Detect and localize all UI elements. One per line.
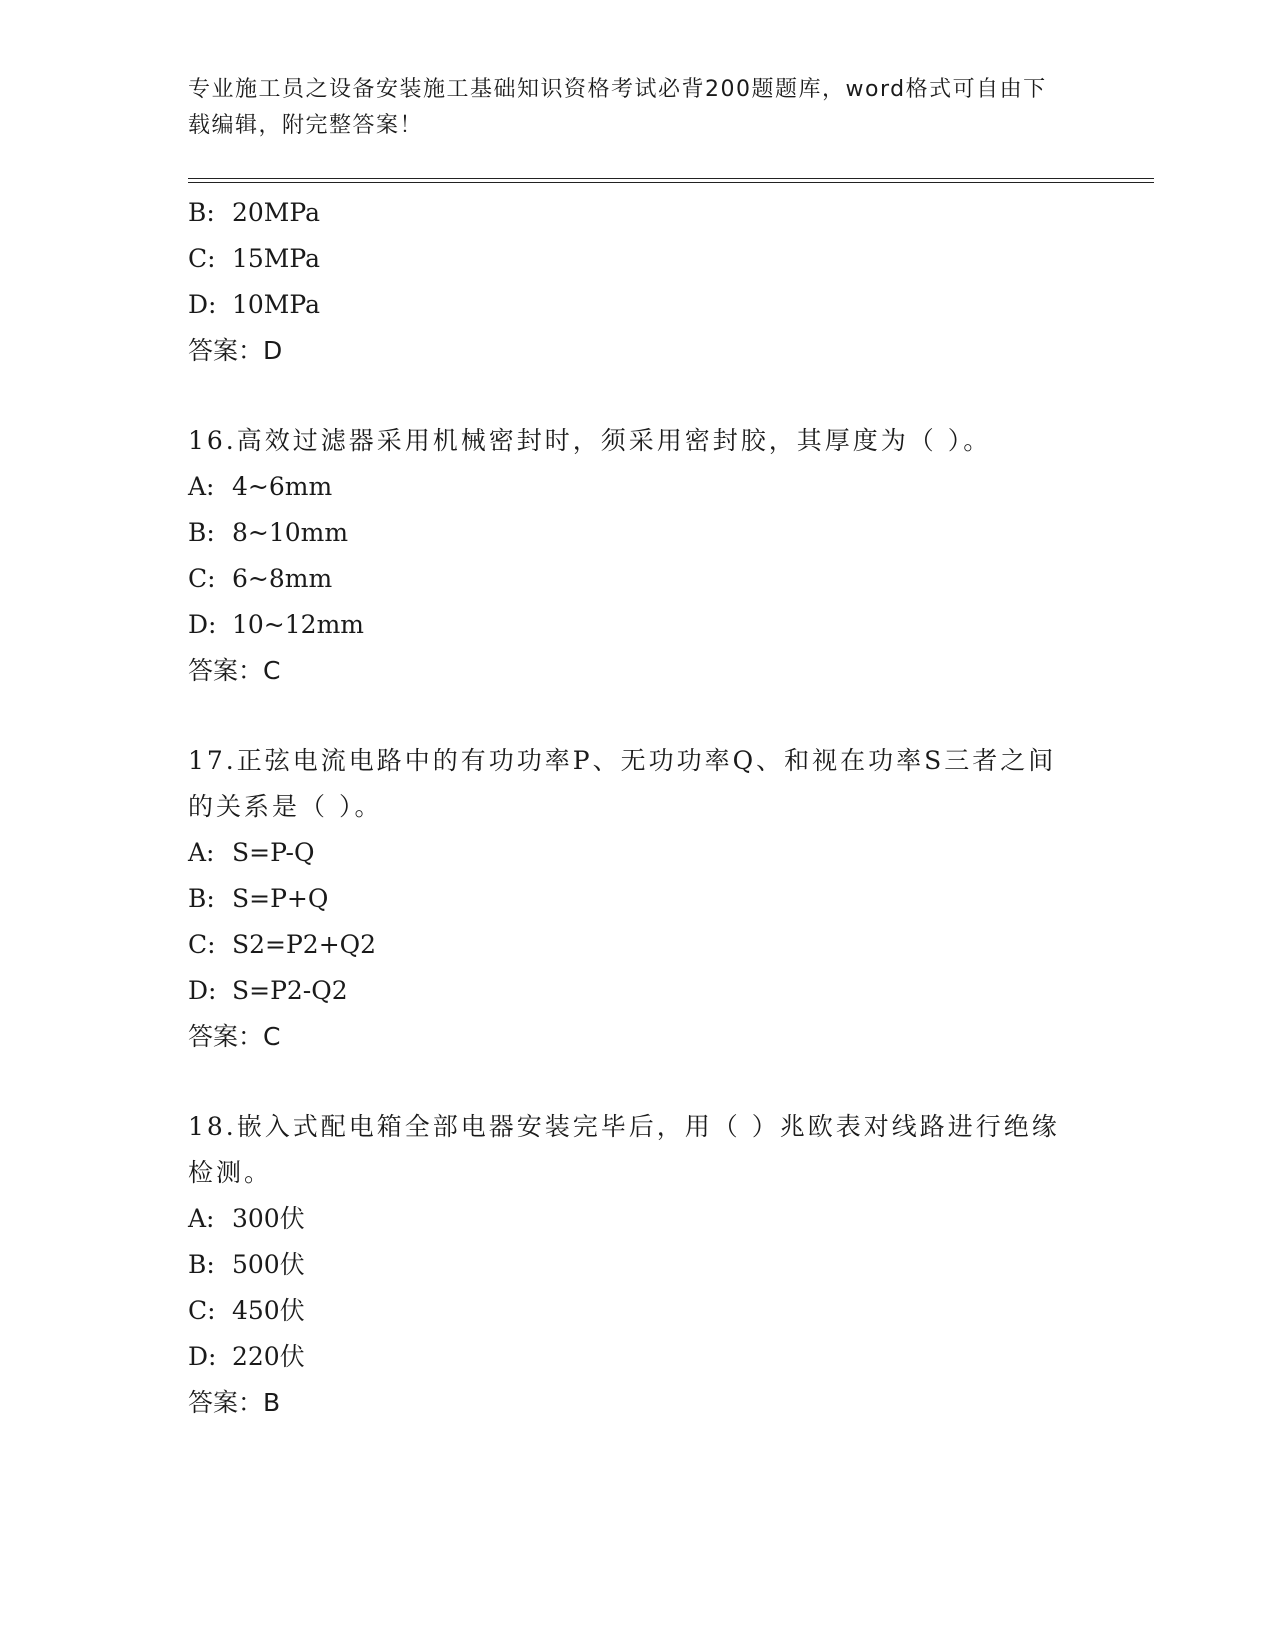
option-label: B: [188,198,215,227]
option-text: 220伏 [232,1342,305,1371]
option-label: A: [188,838,215,867]
question-block-18 [188,1104,1068,1426]
option-row [188,830,1068,876]
option-text: 15MPa [232,244,321,273]
option-label: D: [188,1342,217,1371]
option-row [188,1334,1068,1380]
option-label: D: [188,290,217,319]
option-text: 10MPa [232,290,321,319]
option-label: C: [188,930,216,959]
option-row [188,510,1068,556]
option-row [188,968,1068,1014]
option-row [188,236,1068,282]
answer-line: 答案：C [188,1022,281,1051]
option-text: 6~8mm [232,564,333,593]
option-label: C: [188,1296,216,1325]
option-text: S=P2-Q2 [232,976,348,1005]
option-row [188,556,1068,602]
option-label: B: [188,884,215,913]
answer-line: 答案：C [188,656,281,685]
option-label: A: [188,472,215,501]
option-label: D: [188,610,217,639]
option-text: 4~6mm [232,472,333,501]
option-text: 450伏 [232,1296,305,1325]
option-label: B: [188,518,215,547]
option-row [188,282,1068,328]
option-text: S=P+Q [232,884,329,913]
header-divider [188,178,1154,183]
option-row [188,190,1068,236]
option-row [188,602,1068,648]
option-text: 8~10mm [232,518,349,547]
document-title: 专业施工员之设备安装施工基础知识资格考试必背200题题库，word格式可自由下载编辑，附完整答案！ [188,77,1047,138]
document-header [188,72,1068,144]
option-label: D: [188,976,217,1005]
option-row [188,1242,1068,1288]
question-text: 16.高效过滤器采用机械密封时，须采用密封胶，其厚度为（ ）。 [188,426,992,455]
answer-line: 答案：B [188,1388,281,1417]
option-row [188,464,1068,510]
option-text: 500伏 [232,1250,305,1279]
question-block-16 [188,418,1068,694]
option-row [188,1196,1068,1242]
option-label: C: [188,244,216,273]
option-label: C: [188,564,216,593]
option-row [188,1288,1068,1334]
question-text: 17.正弦电流电路中的有功功率P、无功功率Q、和视在功率S三者之间的关系是（ ）。 [188,746,1057,821]
option-text: S=P-Q [232,838,315,867]
option-text: 20MPa [232,198,321,227]
option-row [188,876,1068,922]
option-text: 10~12mm [232,610,364,639]
option-row [188,922,1068,968]
answer-line: 答案：D [188,336,283,365]
question-block-17 [188,738,1068,1060]
option-label: A: [188,1204,215,1233]
option-text: 300伏 [232,1204,305,1233]
option-text: S2=P2+Q2 [232,930,377,959]
question-block-continued [188,190,1068,374]
option-label: B: [188,1250,215,1279]
question-list [188,190,1068,1426]
question-text: 18.嵌入式配电箱全部电器安装完毕后，用（ ）兆欧表对线路进行绝缘检测。 [188,1112,1060,1187]
